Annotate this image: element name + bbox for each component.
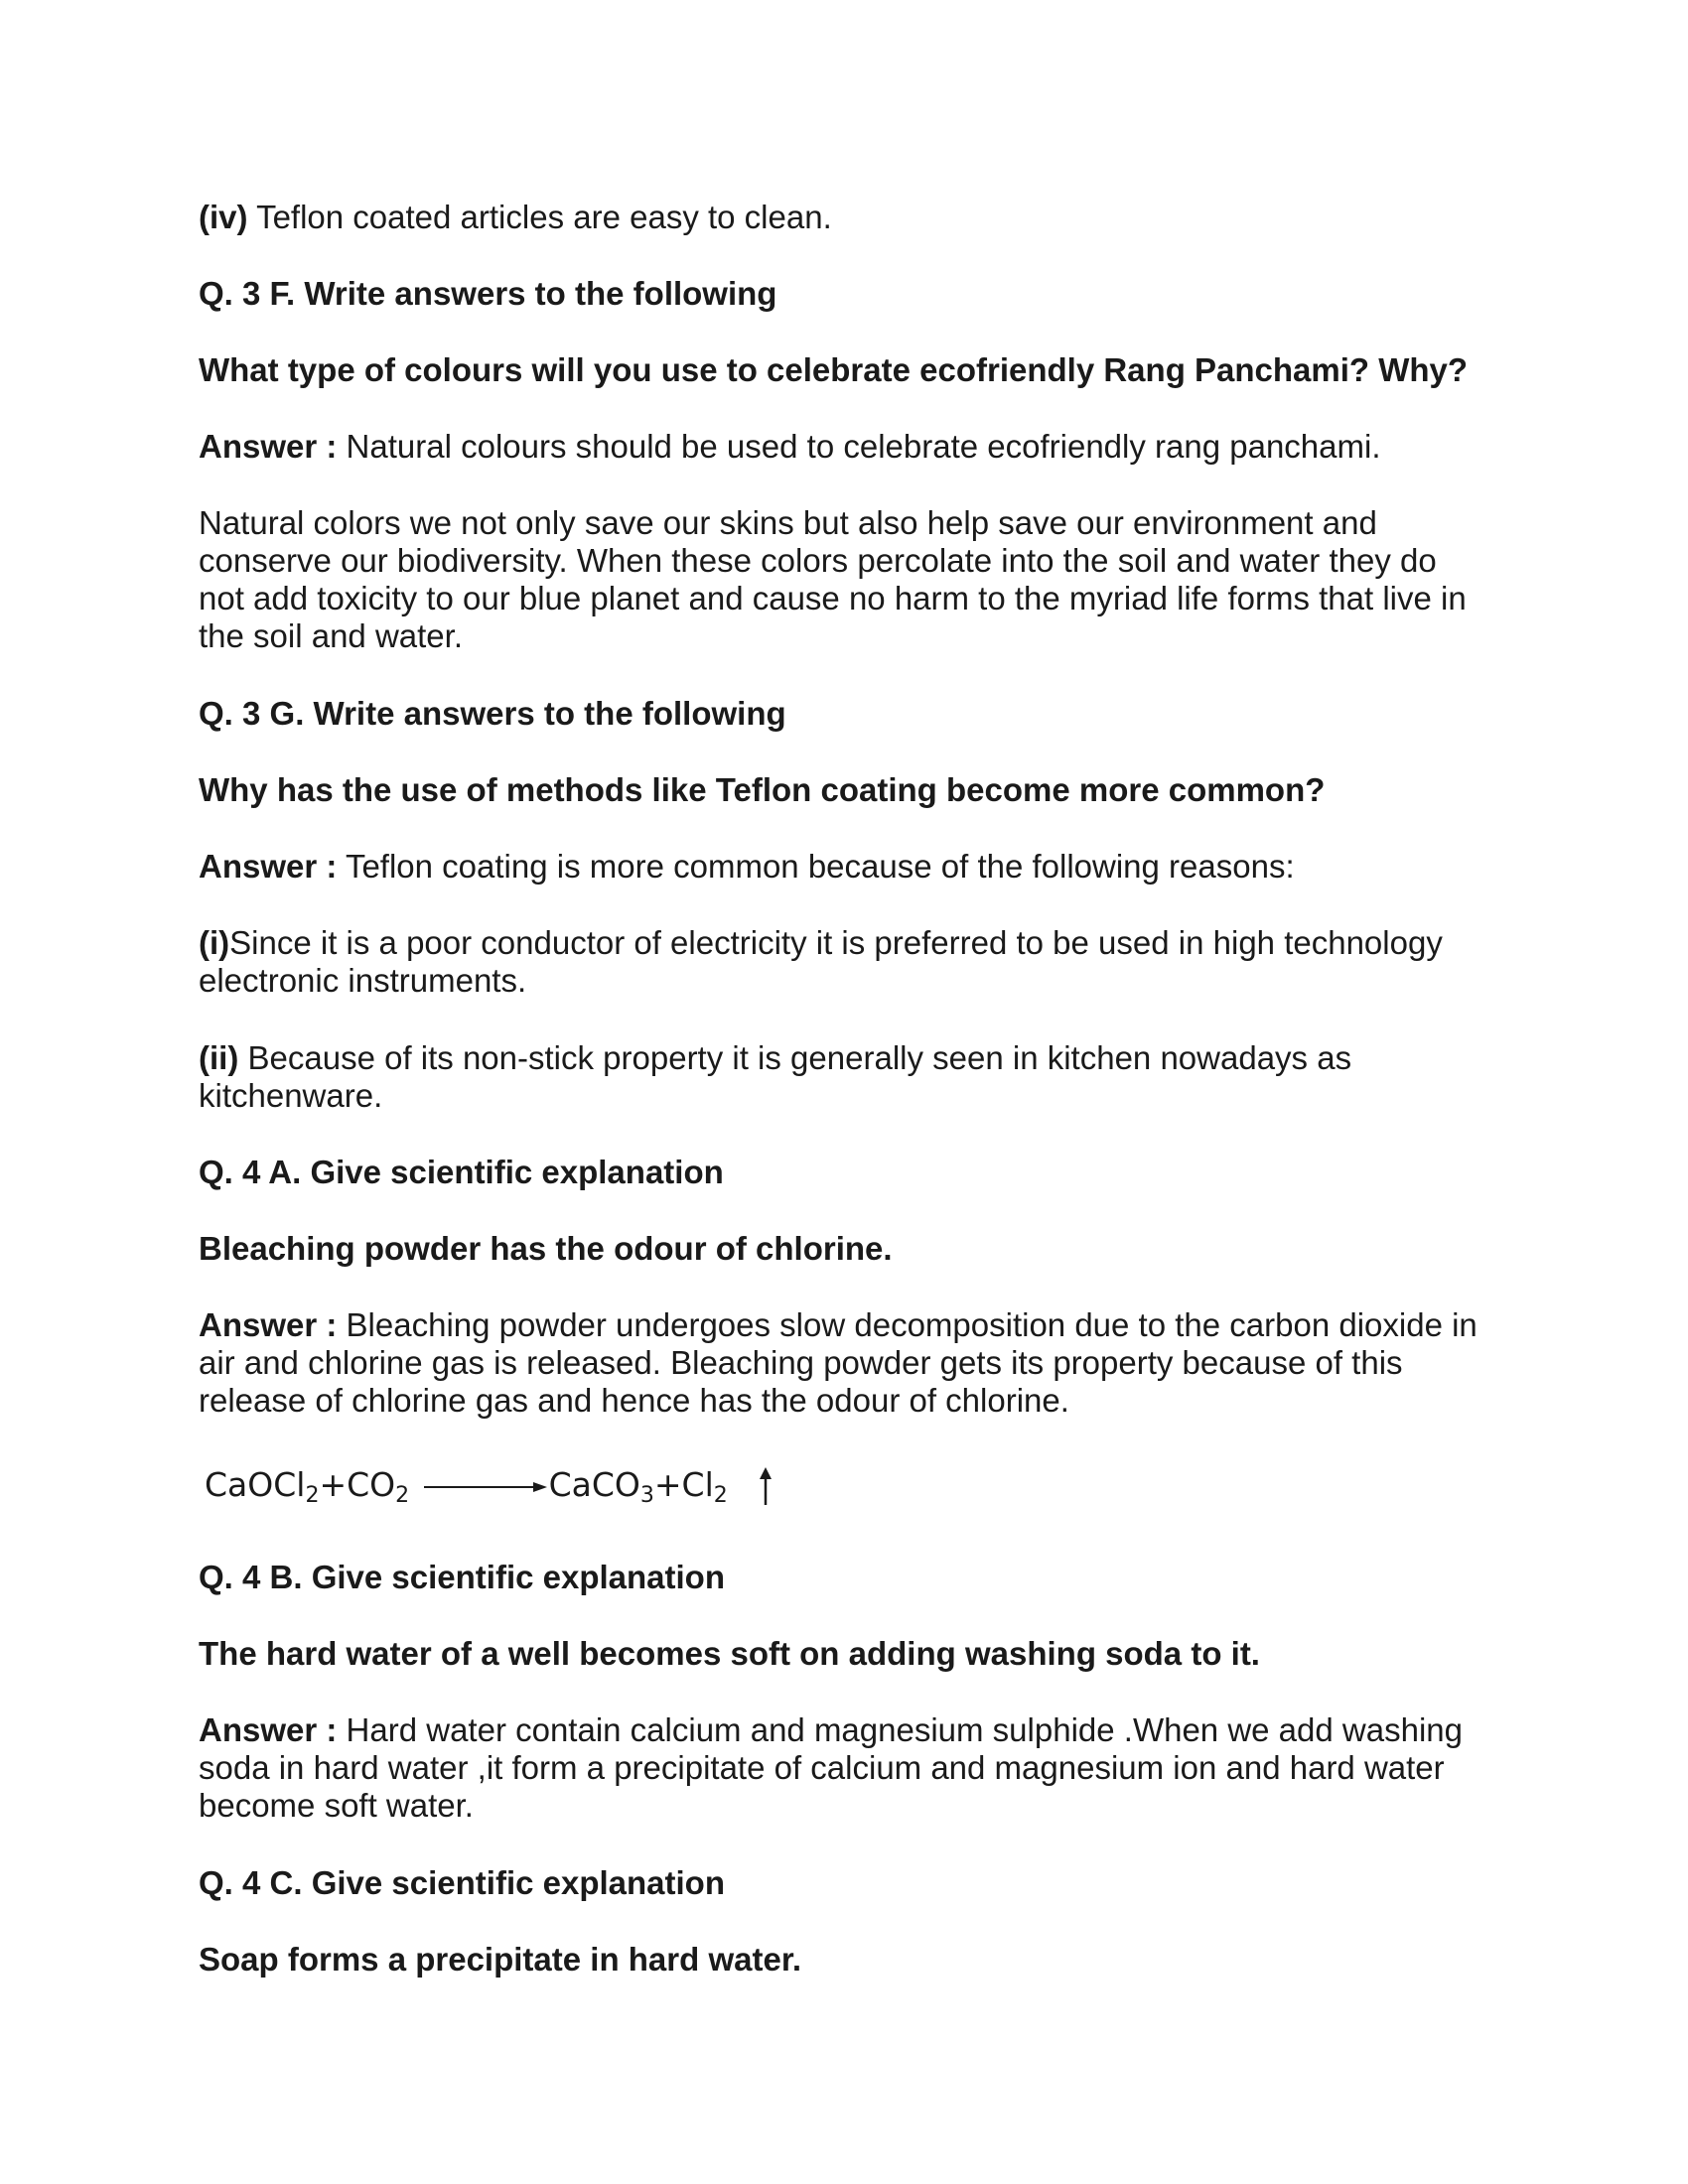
answer-3f-explanation: Natural colors we not only save our skins but also help save our environment and conserve our biodiversity. When these colors percolate into the soil and water they do not add toxicity to our blue planet and cause no harm to the myriad life forms that live in the soil and water. xyxy=(199,504,1467,654)
question-heading-4c: Q. 4 C. Give scientific explanation xyxy=(199,1864,725,1901)
reason-i xyxy=(199,924,1489,1000)
answer-3g xyxy=(199,848,1489,886)
product-cl2: $+Cl_2$ xyxy=(653,1465,728,1508)
reason-text: Since it is a poor conductor of electricity it is preferred to be used in high technology electronic instruments. xyxy=(199,924,1443,999)
item-text: Teflon coated articles are easy to clean. xyxy=(247,199,832,235)
question-heading-3f: Q. 3 F. Write answers to the following xyxy=(199,275,777,312)
reason-label: (ii) xyxy=(199,1039,239,1076)
answer-label: Answer : xyxy=(199,428,338,465)
answer-text: Hard water contain calcium and magnesium sulphide .When we add washing soda in hard water ,it form a precipitate of calcium and magnesium ion and hard water become soft water. xyxy=(199,1711,1463,1824)
answer-4b xyxy=(199,1711,1489,1825)
question-heading-4b: Q. 4 B. Give scientific explanation xyxy=(199,1559,725,1595)
answer-text: Bleaching powder undergoes slow decomposition due to the carbon dioxide in air and chlorine gas is released. Bleaching powder gets its property because of this release of chlorine gas and hence has the odour of chlorine. xyxy=(199,1306,1477,1419)
answer-text: Natural colours should be used to celebrate ecofriendly rang panchami. xyxy=(337,428,1381,465)
reason-ii xyxy=(199,1039,1489,1115)
answer-4a xyxy=(199,1306,1489,1420)
question-4a: Bleaching powder has the odour of chlorine. xyxy=(199,1230,893,1267)
paragraph-iv xyxy=(199,199,1489,236)
answer-3f xyxy=(199,428,1489,466)
answer-label: Answer : xyxy=(199,848,338,885)
answer-text: Teflon coating is more common because of the following reasons: xyxy=(337,848,1295,885)
gas-evolved-arrow-icon xyxy=(746,1465,785,1509)
reaction-arrow-icon xyxy=(420,1477,549,1497)
question-4b: The hard water of a well becomes soft on adding washing soda to it. xyxy=(199,1635,1260,1672)
question-3g: Why has the use of methods like Teflon coating become more common? xyxy=(199,771,1326,808)
question-3f: What type of colours will you use to celebrate ecofriendly Rang Panchami? Why? xyxy=(199,351,1469,388)
question-heading-4a: Q. 4 A. Give scientific explanation xyxy=(199,1154,724,1190)
question-heading-3g: Q. 3 G. Write answers to the following xyxy=(199,695,786,732)
reason-text: Because of its non-stick property it is generally seen in kitchen nowadays as kitchenware. xyxy=(199,1039,1352,1114)
reactant-caocl2: CaOCl$_2$ xyxy=(205,1465,320,1508)
item-label: (iv) xyxy=(199,199,248,235)
reactant-co2: $+CO_2$ xyxy=(319,1465,410,1508)
chemical-equation xyxy=(205,1463,785,1518)
answer-label: Answer : xyxy=(199,1711,338,1748)
product-caco3: CaCO$_3$ xyxy=(548,1465,654,1508)
question-4c: Soap forms a precipitate in hard water. xyxy=(199,1941,802,1978)
reason-label: (i) xyxy=(199,924,230,961)
answer-label: Answer : xyxy=(199,1306,338,1343)
